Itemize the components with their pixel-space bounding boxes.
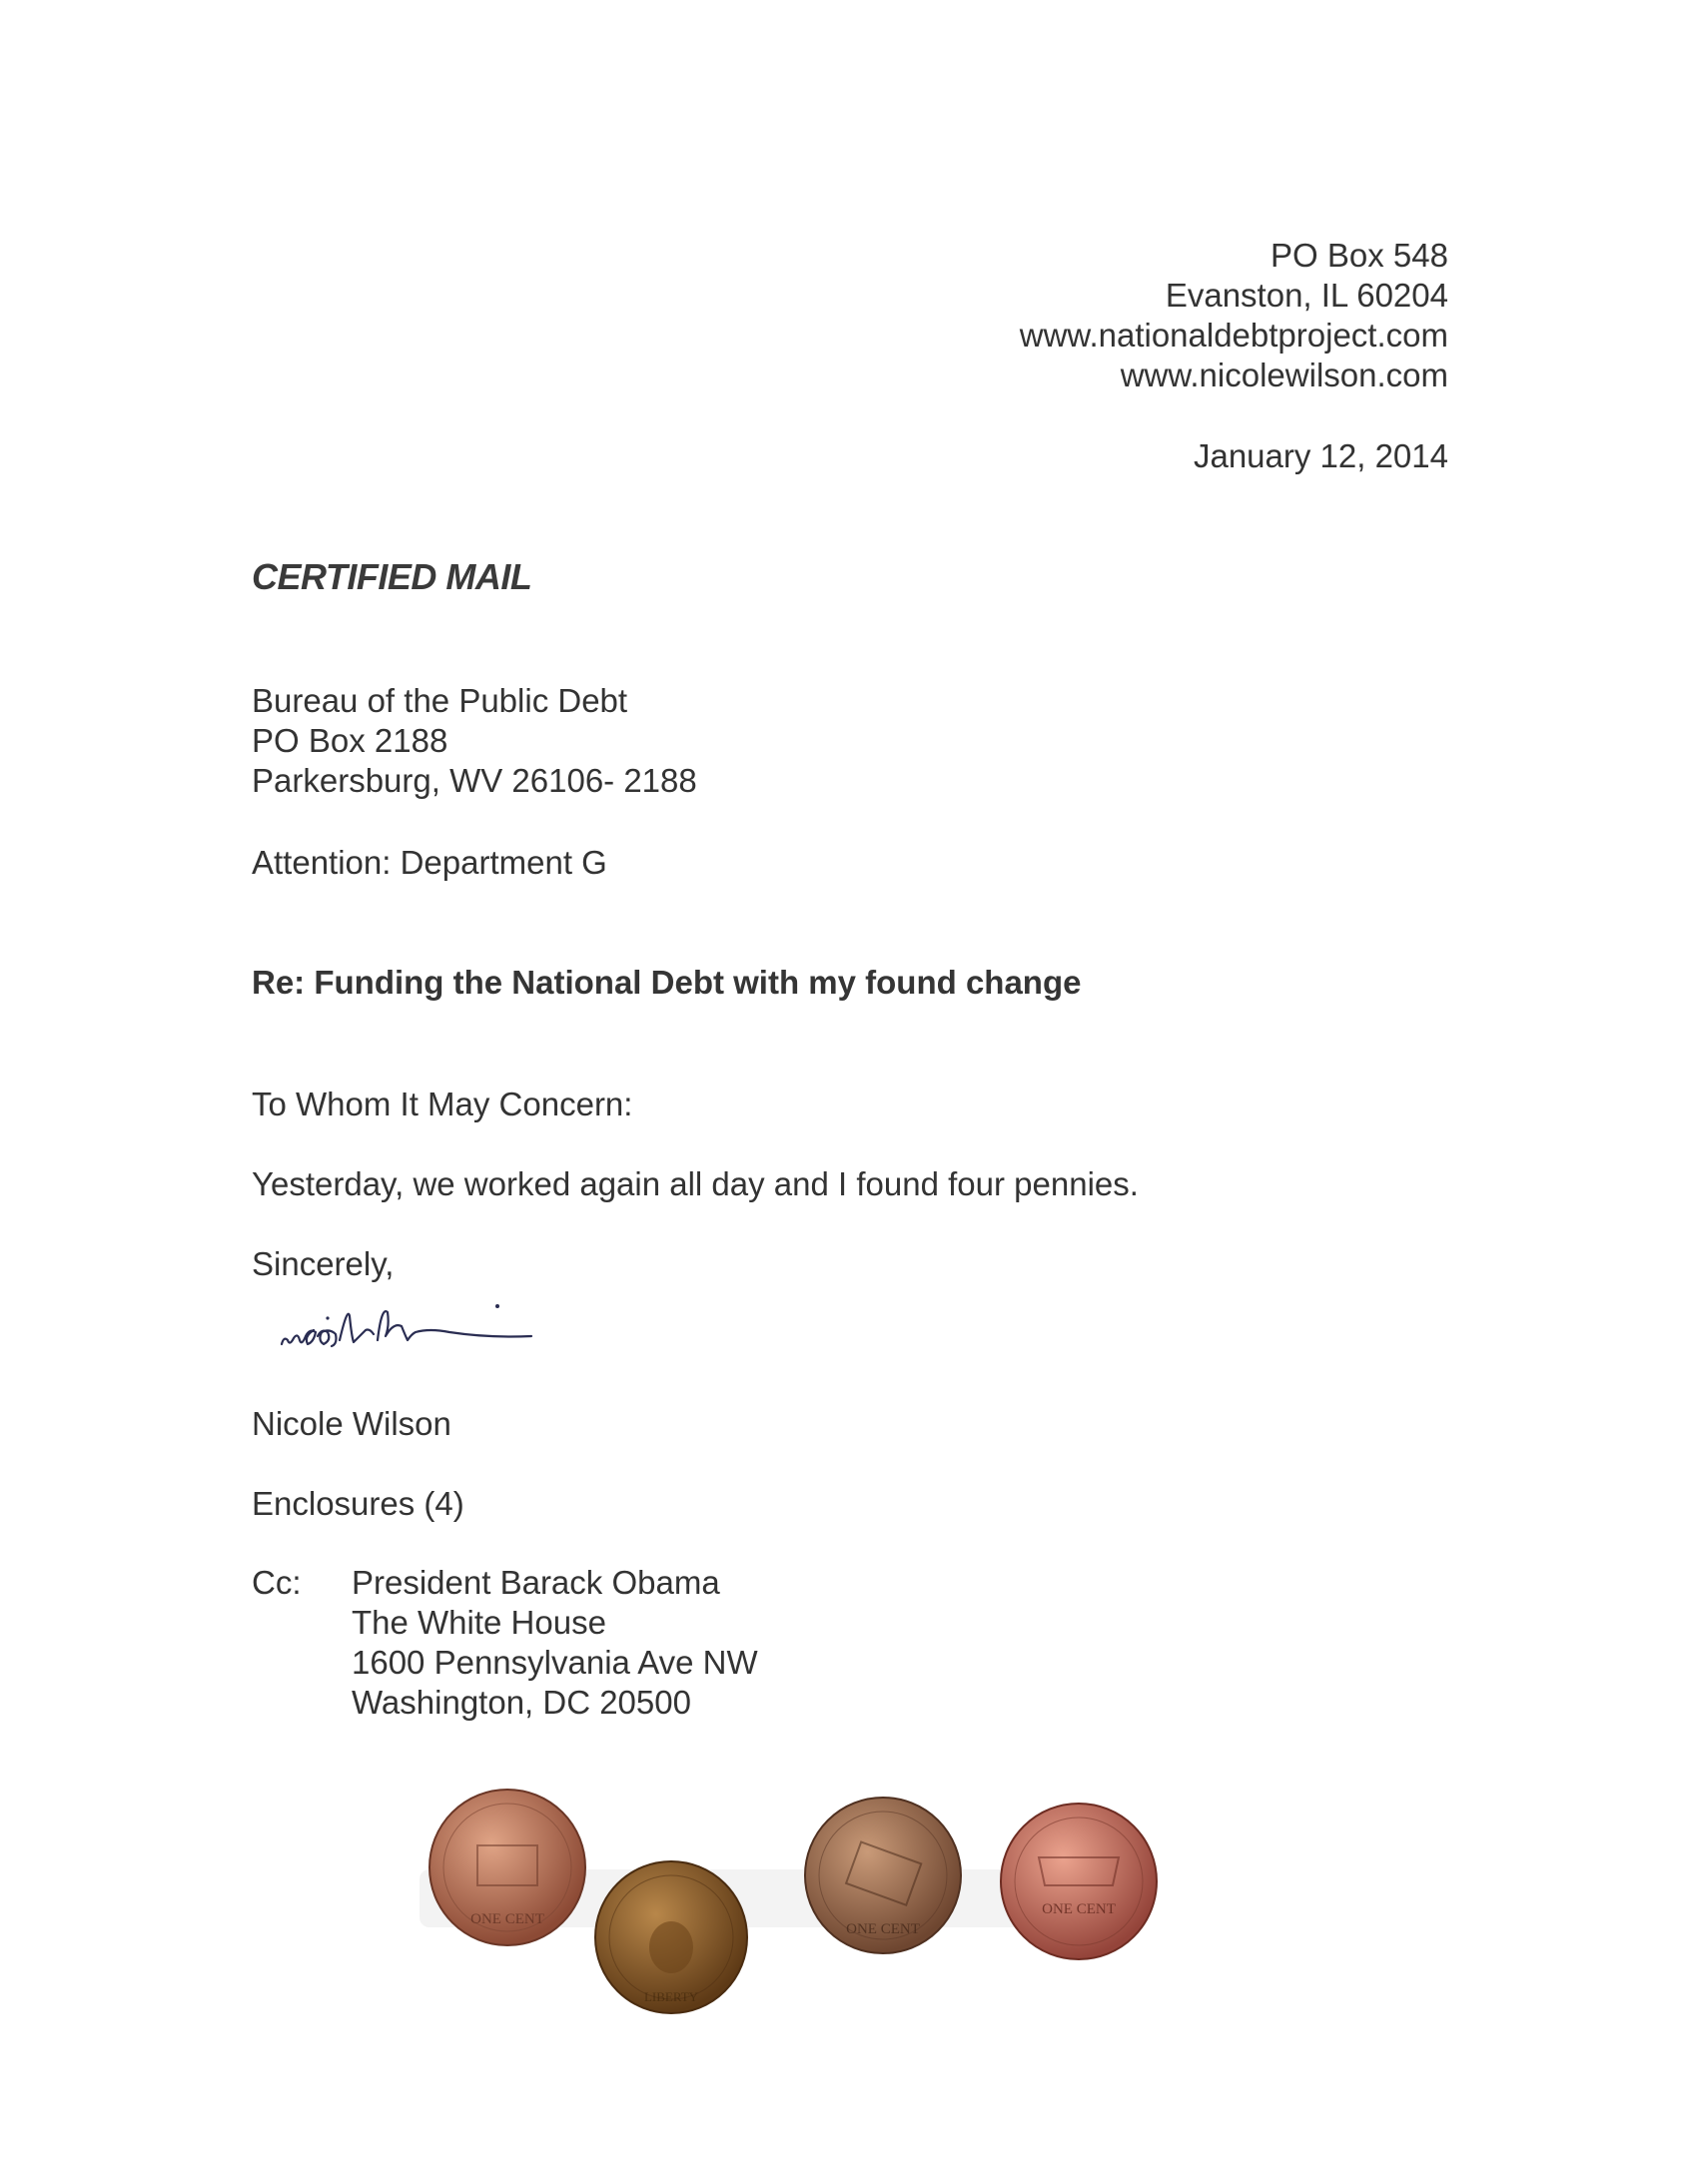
penny-coin xyxy=(1001,1804,1157,1959)
penny-coin xyxy=(595,1861,747,2013)
handwritten-signature xyxy=(270,1266,619,1366)
penny-coin xyxy=(805,1798,961,1953)
recipient-line: PO Box 2188 xyxy=(252,722,448,759)
return-address-url: www.nicolewilson.com xyxy=(1120,357,1448,393)
letter-date: January 12, 2014 xyxy=(1193,437,1448,474)
recipient-line: Bureau of the Public Debt xyxy=(252,682,628,719)
coin-engraving: ONE CENT xyxy=(470,1911,544,1927)
subject-line: Re: Funding the National Debt with my found change xyxy=(252,964,1082,1001)
recipient-address xyxy=(252,681,697,801)
signer-name: Nicole Wilson xyxy=(252,1405,451,1442)
salutation: To Whom It May Concern: xyxy=(252,1086,633,1122)
cc-address xyxy=(352,1563,758,1723)
cc-line: 1600 Pennsylvania Ave NW xyxy=(352,1644,758,1681)
taped-pennies xyxy=(400,1788,1159,2047)
return-address-url: www.nationaldebtproject.com xyxy=(1019,317,1448,354)
return-address-line: PO Box 548 xyxy=(1271,237,1448,274)
attention-line: Attention: Department G xyxy=(252,844,607,881)
letter-body: Yesterday, we worked again all day and I found four pennies. xyxy=(252,1165,1139,1202)
return-address xyxy=(1020,236,1448,395)
coin-engraving: ONE CENT xyxy=(846,1921,920,1937)
enclosures-note: Enclosures (4) xyxy=(252,1485,464,1522)
coin-engraving: LIBERTY xyxy=(643,1989,699,2004)
cc-label: Cc: xyxy=(252,1564,302,1601)
cc-line: Washington, DC 20500 xyxy=(352,1684,691,1721)
coin-engraving: ONE CENT xyxy=(1042,1901,1116,1917)
return-address-line: Evanston, IL 60204 xyxy=(1165,277,1448,314)
cc-line: The White House xyxy=(352,1604,606,1641)
cc-line: President Barack Obama xyxy=(352,1564,720,1601)
closing: Sincerely, xyxy=(252,1245,395,1282)
certified-mail-heading: CERTIFIED MAIL xyxy=(252,556,532,597)
recipient-line: Parkersburg, WV 26106- 2188 xyxy=(252,762,697,799)
penny-coin xyxy=(429,1790,585,1945)
